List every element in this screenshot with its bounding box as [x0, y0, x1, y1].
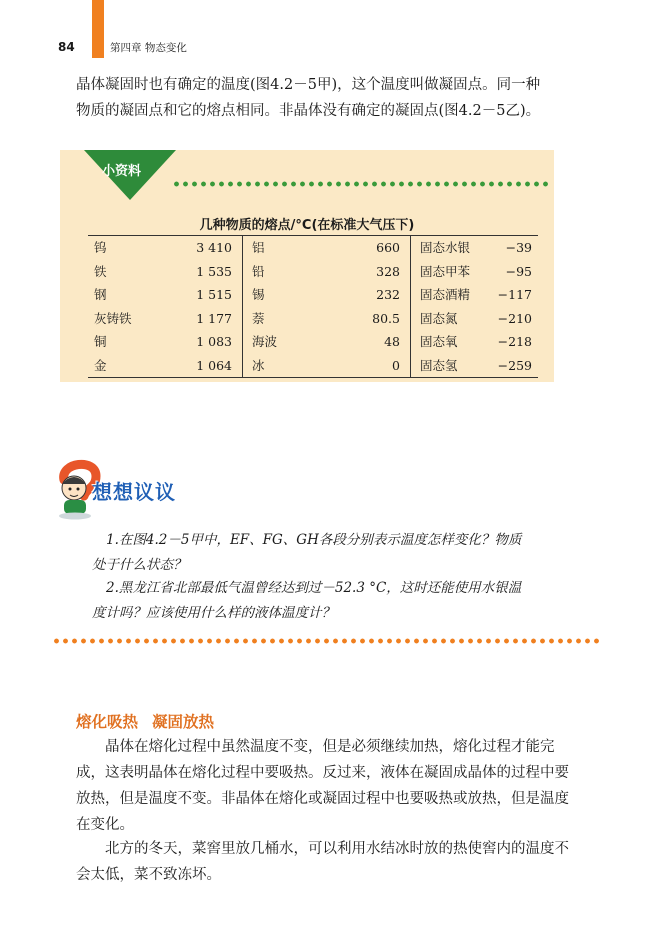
melting-point-table — [88, 235, 538, 378]
question-2 — [92, 576, 592, 626]
section-heading-part: 凝固放热 — [152, 713, 215, 731]
info-box — [60, 150, 554, 382]
table-row: 固态氢 −259 — [420, 357, 532, 373]
info-label: 小资料 — [102, 164, 142, 179]
table-title: 几种物质的熔点/°C(在标准大气压下) — [199, 218, 415, 233]
table-row: 萘 80.5 — [252, 310, 400, 326]
paragraph-line: 北方的冬天，菜窖里放几桶水，可以利用水结冰时放的热使窖内的温度不 — [105, 841, 569, 857]
paragraph-line: 会太低，菜不致冻坏。 — [76, 867, 221, 883]
table-row: 固态水银 −39 — [420, 240, 532, 255]
table-row: 铝 660 — [252, 240, 400, 255]
body-paragraph-1 — [76, 734, 604, 838]
paragraph-line: 成，这表明晶体在熔化过程中要吸热。反过来，液体在凝固成晶体的过程中要 — [76, 765, 569, 781]
table-divider — [410, 236, 411, 377]
question-line: 度计吗？应该使用什么样的液体温度计？ — [92, 605, 335, 621]
table-divider — [242, 236, 243, 377]
table-row: 固态酒精 −117 — [420, 287, 532, 302]
table-row: 钢 1 515 — [94, 287, 232, 302]
table-row: 钨 3 410 — [94, 240, 232, 255]
table-row: 铁 1 535 — [94, 263, 232, 279]
table-row: 灰铸铁 1 177 — [94, 310, 232, 326]
intro-line: 晶体凝固时也有确定的温度(图4.2－5甲)，这个温度叫做凝固点。同一种 — [76, 77, 541, 93]
page-number: 84 — [58, 40, 75, 54]
table-row: 冰 0 — [252, 357, 400, 373]
orange-dotted-divider — [52, 638, 600, 644]
paragraph-line: 晶体在熔化过程中虽然温度不变，但是必须继续加热，熔化过程才能完 — [105, 739, 555, 755]
table-column-1 — [88, 236, 238, 377]
table-row: 海波 48 — [252, 334, 400, 349]
body-paragraph-2 — [76, 836, 604, 888]
think-discuss-title: 想想议议 — [92, 480, 176, 504]
question-line: 2.黑龙江省北部最低气温曾经达到过－52.3 °C，这时还能使用水银温 — [106, 580, 522, 596]
table-row: 铅 328 — [252, 263, 400, 279]
table-row: 锡 232 — [252, 287, 400, 302]
table-row: 固态氧 −218 — [420, 334, 532, 349]
question-1 — [92, 528, 592, 578]
page-header — [58, 40, 187, 54]
paragraph-line: 放热，但是温度不变。非晶体在熔化或凝固过程中也要吸热或放热，但是温度 — [76, 791, 569, 807]
header-accent-bar — [92, 0, 104, 58]
chapter-title: 第四章 物态变化 — [110, 42, 187, 54]
table-column-3 — [414, 236, 538, 377]
question-line: 1.在图4.2－5甲中，EF、FG、GH各段分别表示温度怎样变化？物质 — [106, 532, 522, 548]
paragraph-line: 在变化。 — [76, 817, 134, 833]
intro-line: 物质的凝固点和它的熔点相同。非晶体没有确定的凝固点(图4.2－5乙)。 — [76, 103, 541, 119]
table-row: 金 1 064 — [94, 357, 232, 373]
section-heading-part: 熔化吸热 — [76, 713, 139, 731]
table-row: 固态甲苯 −95 — [420, 263, 532, 279]
question-line: 处于什么状态？ — [92, 557, 187, 573]
intro-paragraph — [76, 72, 604, 124]
table-row: 固态氮 −210 — [420, 310, 532, 326]
green-dotted-divider — [172, 181, 552, 187]
section-heading — [76, 710, 214, 732]
table-row: 铜 1 083 — [94, 334, 232, 349]
table-column-2 — [246, 236, 406, 377]
